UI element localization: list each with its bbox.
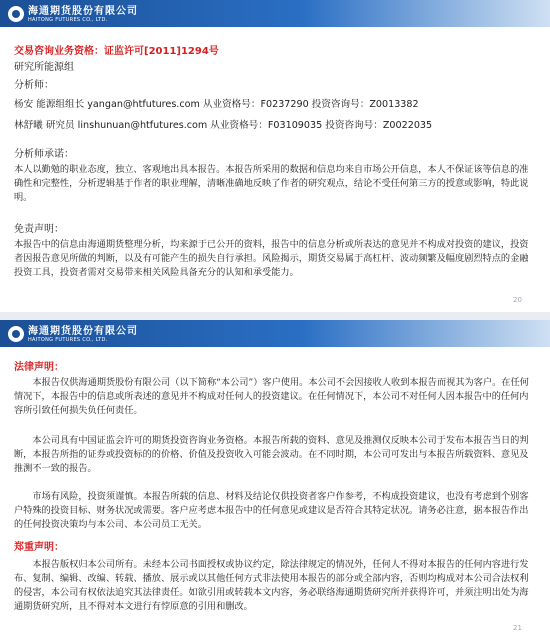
qualification-line: 交易咨询业务资格：证监许可[2011]1294号 (14, 46, 219, 57)
commitment-text: 本人以勤勉的职业态度，独立、客观地出具本报告。本报告所采用的数据和信息均来自市场公开信息，本人不保证该等信息的准确性和完整性，分析逻辑基于作者的职业理解，清晰准确地反映了作者的研究观点，结论不受任何第三方的授意或影响，特此说明。 (14, 164, 529, 203)
legal-statement-title: 法律声明： (14, 362, 64, 373)
commitment-title: 分析师承诺： (14, 149, 74, 160)
research-group: 研究所能源组 (14, 62, 74, 73)
page-header (0, 320, 550, 347)
analyst-row: 林舒曦 研究员 linshunuan@htfutures.com 从业资格号：F03109035 投资咨询号：Z0022035 (14, 120, 433, 131)
page-number: 21 (513, 624, 522, 632)
report-page-21 (0, 320, 550, 641)
disclaimer-title: 免责声明： (14, 224, 64, 235)
company-logo (8, 324, 138, 344)
company-logo (8, 4, 138, 24)
page-header (0, 0, 550, 27)
analyst-label: 分析师： (14, 80, 54, 91)
logo-name-en: HAITONG FUTURES CO., LTD. (28, 336, 108, 343)
logo-name-en: HAITONG FUTURES CO., LTD. (28, 16, 108, 23)
page-number: 20 (513, 296, 522, 304)
logo-name-cn: 海通期货股份有限公司 (28, 5, 138, 17)
solemn-statement-text: 本报告版权归本公司所有。未经本公司书面授权或协议约定，除法律规定的情况外，任何人不得对本报告的任何内容进行发布、复制、编辑、改编、转载、播放、展示或以其他任何方式非法使用本报告的部分或全部内容，否则均构成对本公司合法权利的侵害，本公司有权依法追究其法律责任。如欲引用或转载本文内容，务必联络海通期货研究所并获得许可，并须注明出处为海通期货研究所，且不得对本文进行有悖原意的引用和删改。 (14, 559, 529, 612)
logo-icon (8, 326, 24, 342)
report-page-20 (0, 0, 550, 312)
legal-paragraph: 本公司具有中国证监会许可的期货投资咨询业务资格。本报告所载的资料、意见及推测仅反映本公司于发布本报告当日的判断，本报告所指的证券或投资标的的价格、价值及投资收入可能会波动。在不同时期，本公司可发出与本报告所载资料、意见及推测不一致的报告。 (14, 435, 529, 474)
disclaimer-text: 本报告中的信息由海通期货整理分析，均来源于已公开的资料，报告中的信息分析或所表达的意见并不构成对投资的建议，投资者因报告意见所做的判断，以及有可能产生的损失自行承担。风险揭示，期货交易属于高杠杆、波动频繁及幅度剧烈特点的金融投资工具，投资者需对交易带来相关风险具备充分的认知和承受能力。 (14, 239, 529, 278)
legal-paragraph: 市场有风险，投资须谨慎。本报告所载的信息、材料及结论仅供投资者客户作参考，不构成投资建议，也没有考虑到个别客户特殊的投资目标、财务状况或需要。客户应考虑本报告中的任何意见或建议是否符合其特定状况。请务必注意，据本报告作出的任何投资决策均与本公司、本公司员工无关。 (14, 491, 529, 530)
logo-icon (8, 6, 24, 22)
logo-name-cn: 海通期货股份有限公司 (28, 325, 138, 337)
legal-paragraph: 本报告仅供海通期货股份有限公司（以下简称“本公司”）客户使用。本公司不会因接收人收到本报告而视其为客户。在任何情况下，本报告中的信息或所表述的意见并不构成对任何人的投资建议。在任何情况下，本公司不对任何人因本报告中的任何内容所引致任何损失负任何责任。 (14, 377, 529, 416)
solemn-statement-title: 郑重声明： (14, 542, 64, 553)
analyst-row: 杨安 能源组组长 yangan@htfutures.com 从业资格号：F0237290 投资咨询号：Z0013382 (14, 99, 419, 110)
